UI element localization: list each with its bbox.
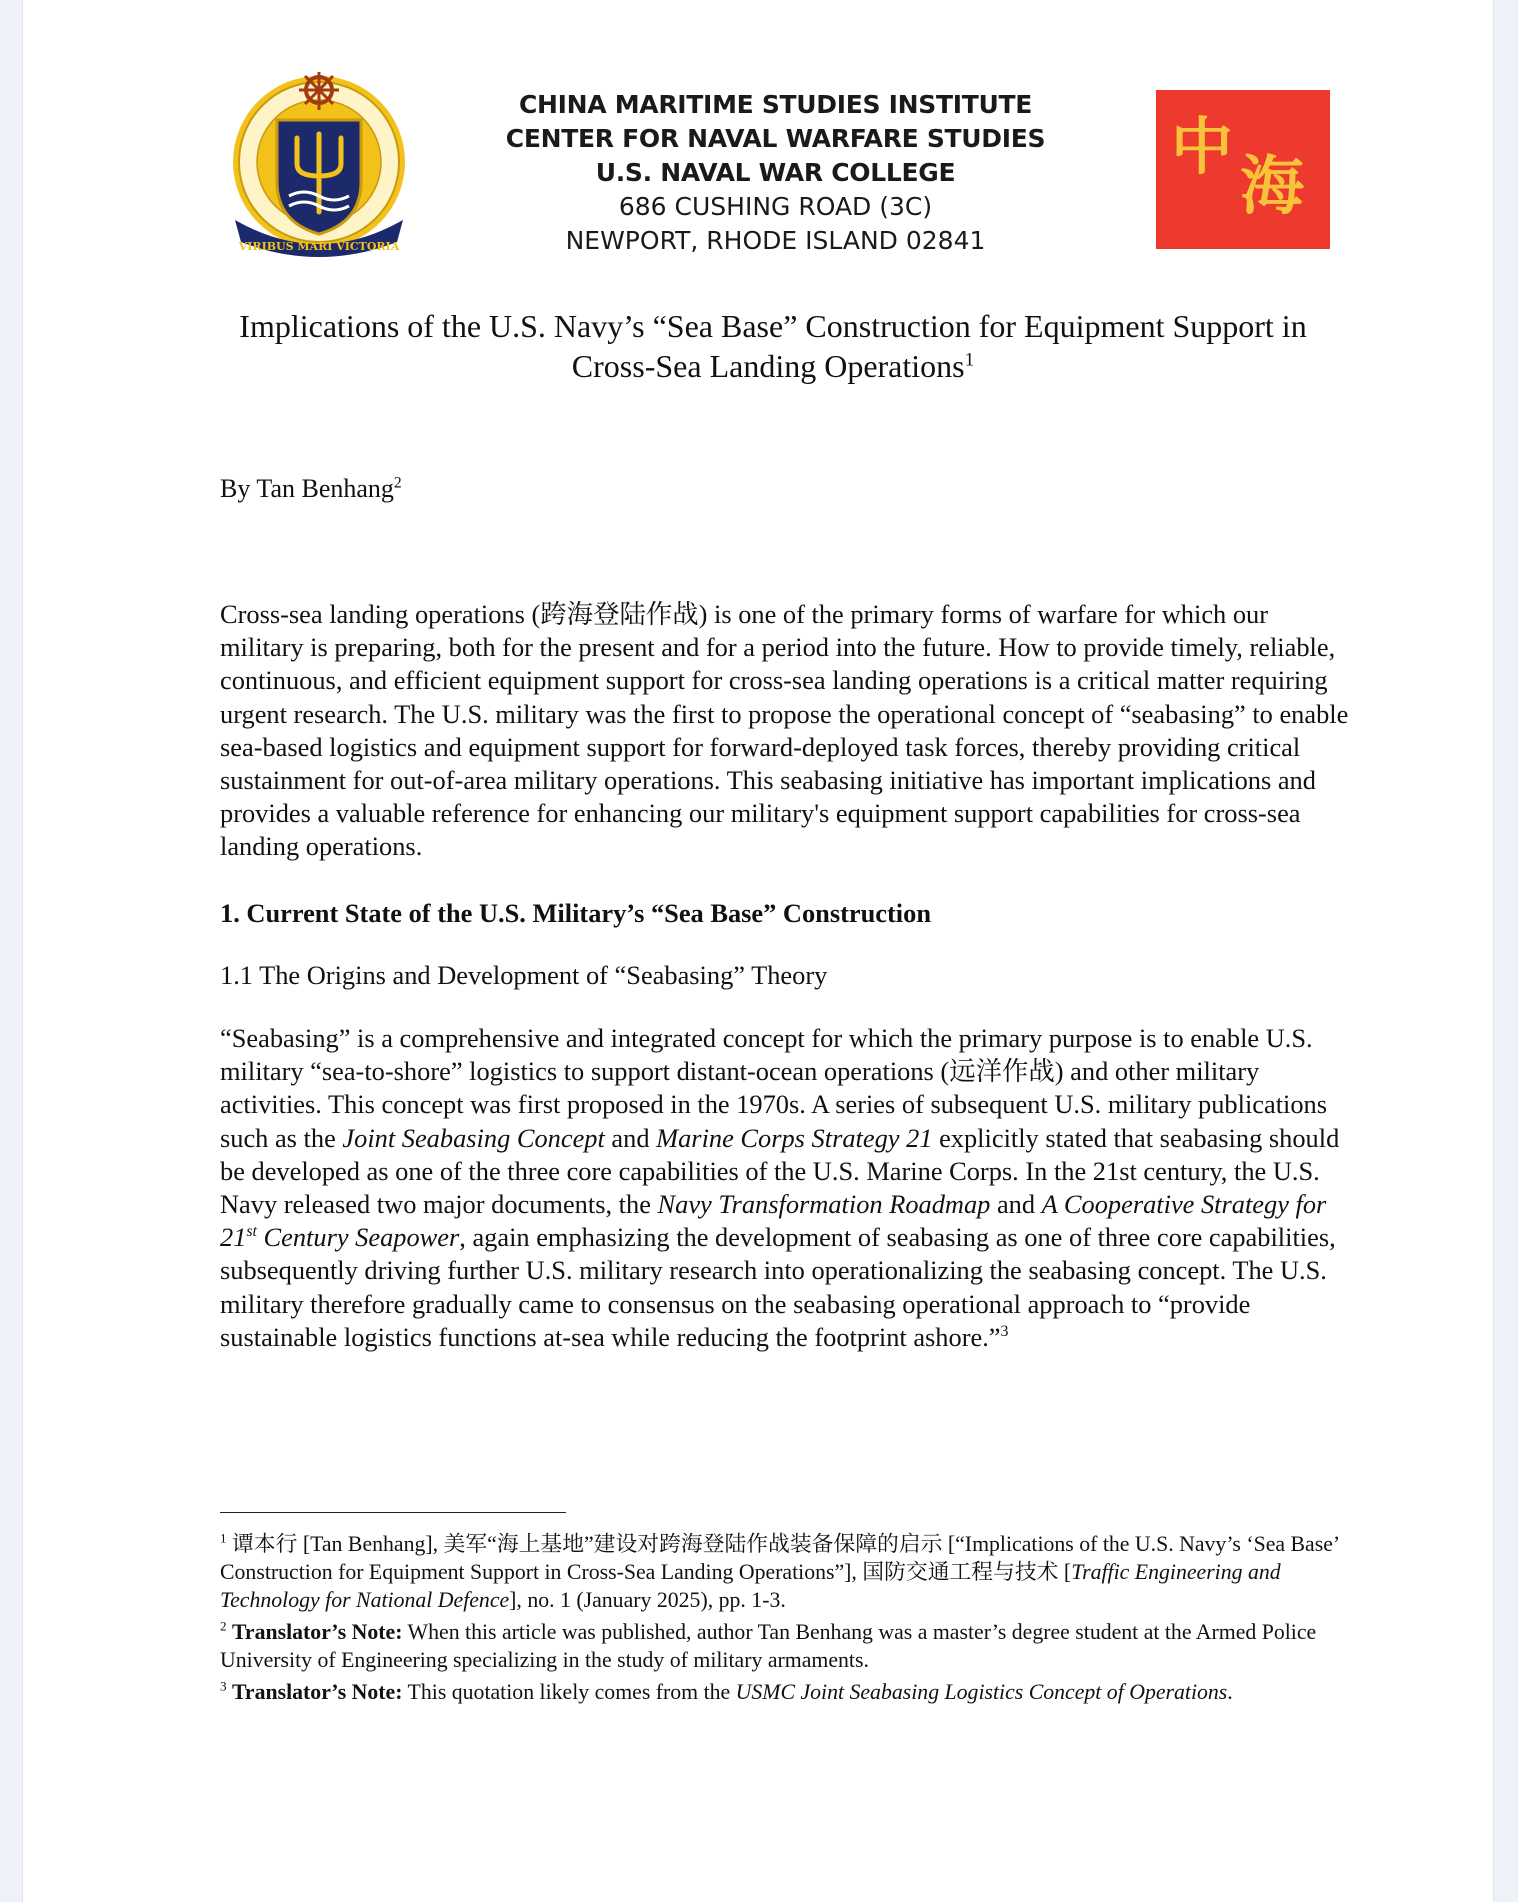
address-line-1: 686 CUSHING ROAD (3C)	[618, 192, 933, 221]
doc-title-cooperative-strategy: A Cooperative Strategy for 21st Century Seapower	[220, 1189, 1327, 1253]
svg-text:中: 中	[1170, 110, 1234, 183]
institute-name: CHINA MARITIME STUDIES INSTITUTE	[518, 90, 1032, 119]
svg-text:VIRIBUS MARI VICTORIA: VIRIBUS MARI VICTORIA	[238, 240, 400, 253]
naval-war-college-seal-logo	[219, 72, 419, 258]
footnote-ref-2[interactable]: 2	[393, 474, 402, 492]
china-maritime-logo	[1156, 90, 1330, 249]
doc-title-joint-seabasing: Joint Seabasing Concept	[342, 1122, 605, 1153]
title-line-2: Cross-Sea Landing Operations$^1$	[571, 348, 975, 384]
document-page	[22, 0, 1494, 1902]
footnote-1: $^1$ 谭本行 [Tan Benhang], 美军“海上基地”建设对跨海登陆作战装备保障的启示 [“Implications of the U.S. Navy’s ‘Sea Base’ Construction for Equipment Support in Cross-Sea Landing Operations”], 国防交通工程与技术 [Traffic Engineering and Technology for National Defence], no. 1 (January 2025), pp. 1-3.	[220, 1530, 1339, 1612]
intro-paragraph: Cross-sea landing operations (跨海登陆作战) is one of the primary forms of warfare for which our military is preparing, both for the present and for a period into the future. How to provide timely, reliable, continuous, and efficient equipment support for cross-sea landing operations is a critical matter requiring urgent research. The U.S. military was the first to propose the operational concept of “seabasing” to enable sea-based logistics and equipment support for forward-deployed task forces, thereby providing critical sustainment for out-of-area military operations. This seabasing initiative has important implications and provides a valuable reference for enhancing our military's equipment support capabilities for cross-sea landing operations.	[220, 599, 1349, 862]
author-byline: By Tan Benhang$^2$	[220, 474, 402, 503]
center-name: CENTER FOR NAVAL WARFARE STUDIES	[505, 124, 1046, 153]
college-name: U.S. NAVAL WAR COLLEGE	[595, 158, 956, 187]
seabasing-paragraph: “Seabasing” is a comprehensive and integrated concept for which the primary purpose is to enable U.S. military “sea-to-shore” logistics to support distant-ocean operations (远洋作战) and other military activities. This concept was first proposed in the 1970s. A series of subsequent U.S. military publications such as the Joint Seabasing Concept and Marine Corps Strategy 21 explicitly stated that seabasing should be developed as one of the three core capabilities of the U.S. Marine Corps. In the 21st century, the U.S. Navy released two major documents, the Navy Transformation Roadmap and A Cooperative Strategy for 21st Century Seapower, again emphasizing the development of seabasing as one of three core capabilities, subsequently driving further U.S. military research into operationalizing the seabasing concept. The U.S. military therefore gradually came to consensus on the seabasing operational approach to “provide sustainable logistics functions at-sea while reducing the footprint ashore.”$^3$	[220, 1023, 1340, 1352]
address-line-2: NEWPORT, RHODE ISLAND 02841	[565, 226, 986, 255]
title-line-1: Implications of the U.S. Navy’s “Sea Base” Construction for Equipment Support in	[239, 308, 1307, 344]
footnote-ref-1[interactable]: 1	[964, 349, 975, 371]
article-title	[198, 306, 1348, 386]
footnote-2: $^2$ Translator’s Note: When this article was published, author Tan Benhang was a master’s degree student at the Armed Police University of Engineering specializing in the study of military armaments.	[220, 1618, 1317, 1672]
footnote-separator	[220, 1512, 566, 1513]
footnotes	[220, 1530, 1350, 1710]
svg-text:海: 海	[1240, 150, 1304, 224]
section-1-1-heading: 1.1 The Origins and Development of “Seabasing” Theory	[220, 960, 828, 990]
section-1-heading: 1. Current State of the U.S. Military’s “Sea Base” Construction	[220, 898, 932, 928]
footnote-ref-3[interactable]: 3	[1000, 1323, 1009, 1341]
doc-title-marine-corps-strategy: Marine Corps Strategy 21	[656, 1122, 933, 1153]
institute-header	[443, 88, 1108, 258]
doc-title-navy-roadmap: Navy Transformation Roadmap	[657, 1189, 991, 1220]
footnote-3: $^3$ Translator’s Note: This quotation likely comes from the USMC Joint Seabasing Logistics Concept of Operations.	[220, 1678, 1233, 1704]
